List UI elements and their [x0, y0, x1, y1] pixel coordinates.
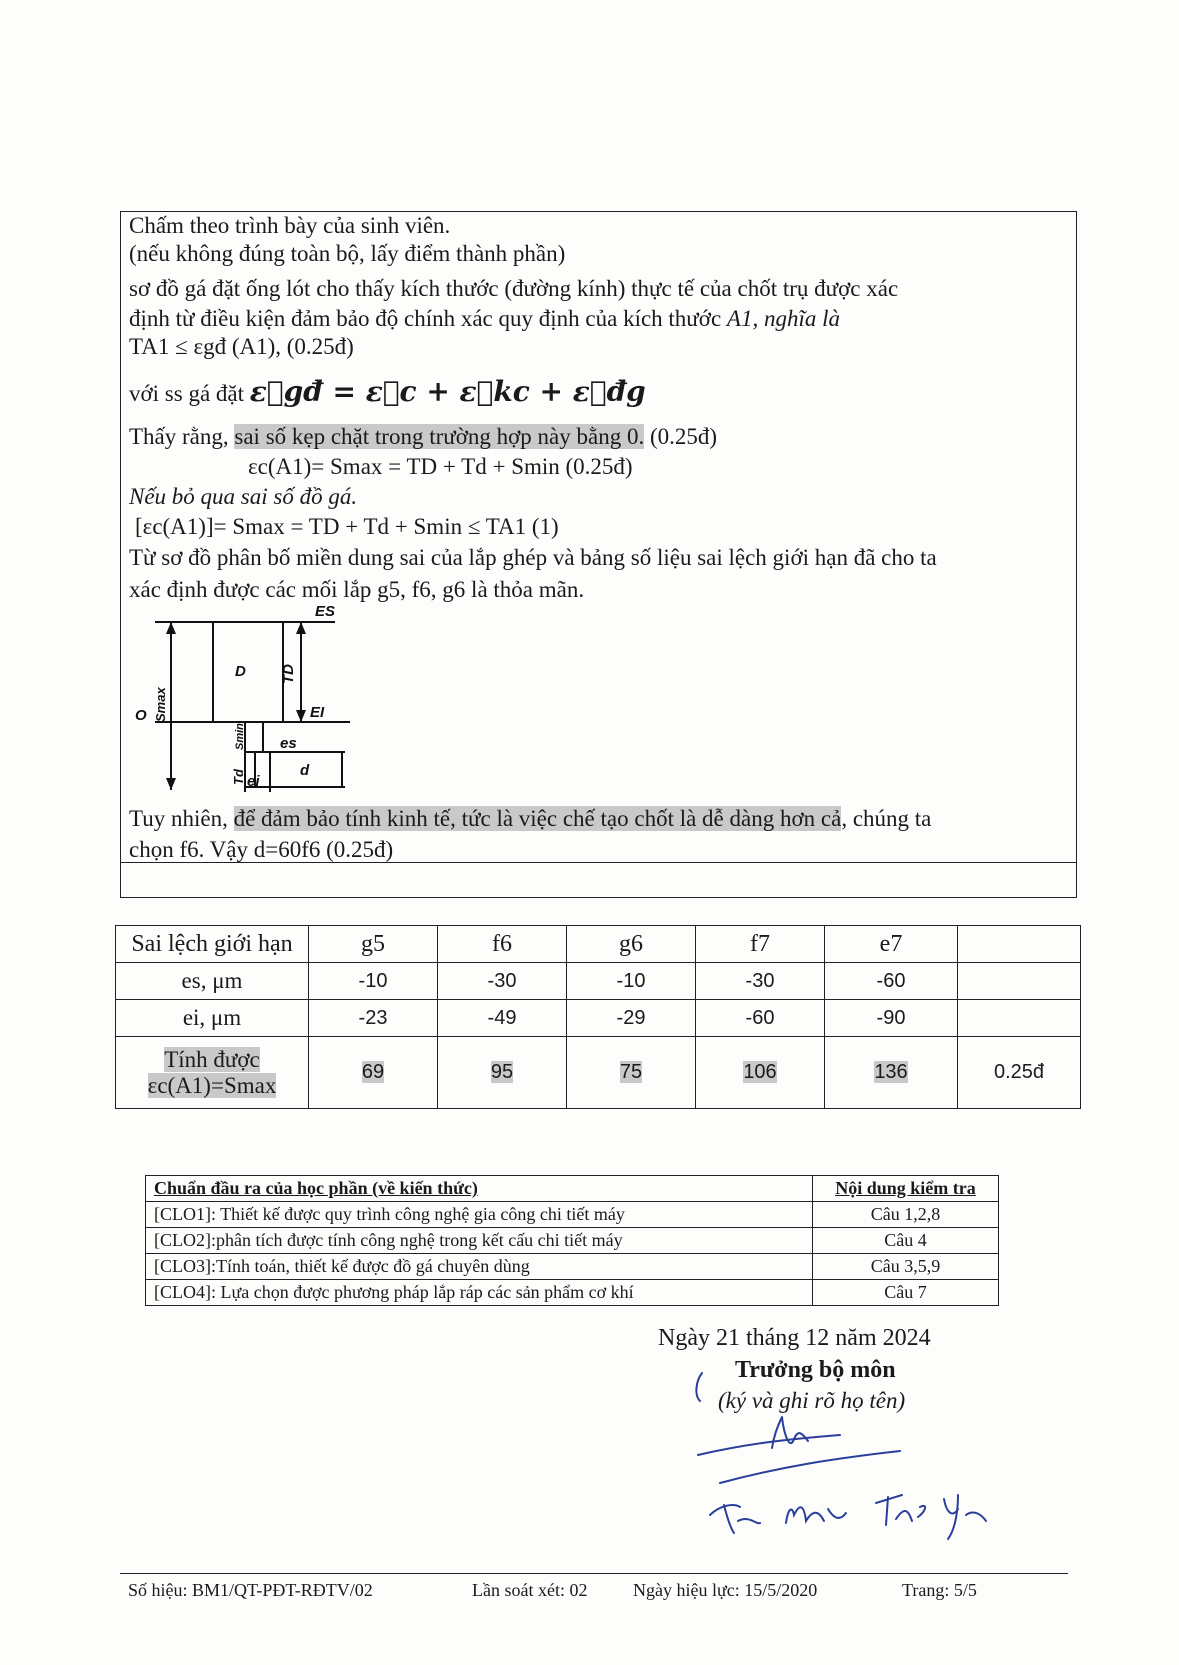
calc-value: 106	[743, 1061, 777, 1083]
table-cell	[696, 1037, 825, 1109]
table-row	[146, 1228, 999, 1254]
table-cell	[958, 1000, 1081, 1037]
signature-note: (ký và ghi rõ họ tên)	[718, 1388, 906, 1413]
table-cell: Chuẩn đầu ra của học phần (về kiến thức)	[146, 1176, 813, 1202]
answer-line-10: [εc(A1)]= Smax = TD + Td + Smin ≤ TA1 (1)	[135, 514, 559, 539]
table-cell: -30	[696, 963, 825, 1000]
answer-line-14: chọn f6. Vậy d=60f6 (0.25đ)	[129, 837, 394, 862]
label-ei: ei	[247, 773, 260, 790]
footer-revision: Lần soát xét: 02	[472, 1580, 588, 1600]
calc-value: 95	[490, 1061, 514, 1083]
label-TD: TD	[280, 664, 297, 684]
answer-line-3: sơ đồ gá đặt ống lót cho thấy kích thước (đường kính) thực tế của chốt trụ được xác	[129, 276, 899, 301]
table-cell: f7	[696, 926, 825, 963]
answer-line-1: Chấm theo trình bày của sinh viên.	[129, 213, 451, 238]
footer-rule	[120, 1573, 1068, 1574]
table-cell: [CLO1]: Thiết kế được quy trình công nghệ gia công chi tiết máy	[146, 1202, 813, 1228]
answer-line-7	[129, 423, 717, 451]
table-row	[146, 1254, 999, 1280]
label-Td: Td	[231, 769, 246, 785]
handwritten-signature	[690, 1355, 1000, 1545]
hole-zone-rect	[213, 622, 283, 722]
line13-c: , chúng ta	[841, 806, 932, 831]
table-cell: [CLO4]: Lựa chọn được phương pháp lắp ráp các sản phẩm cơ khí	[146, 1280, 813, 1306]
clo-table	[145, 1175, 999, 1306]
table-cell: [CLO2]:phân tích được tính công nghệ trong kết cấu chi tiết máy	[146, 1228, 813, 1254]
label-O: O	[135, 707, 147, 724]
calc-value: 69	[361, 1061, 385, 1083]
calc-label-1: Tính được	[164, 1046, 260, 1072]
table-cell: Câu 3,5,9	[813, 1254, 999, 1280]
table-cell: [CLO3]:Tính toán, thiết kế được đồ gá chuyên dùng	[146, 1254, 813, 1280]
table-cell: -10	[309, 963, 438, 1000]
line7-c: (0.25đ)	[644, 424, 718, 449]
answer-line-5: TA1 ≤ εgđ (A1), (0.25đ)	[129, 334, 354, 359]
answer-line-9: Nếu bỏ qua sai số đồ gá.	[129, 484, 358, 509]
signature-role: Trưởng bộ môn	[735, 1357, 896, 1383]
label-Smin: Smin	[234, 723, 246, 750]
label-Smax: Smax	[153, 687, 168, 722]
label-EI: EI	[310, 704, 325, 721]
answer-line-4-italic: A1, nghĩa là	[726, 306, 840, 331]
line7-a: Thấy rằng,	[129, 424, 235, 449]
table-cell	[958, 963, 1081, 1000]
table-cell: -90	[825, 1000, 958, 1037]
table-cell: g6	[567, 926, 696, 963]
table-cell: -10	[567, 963, 696, 1000]
table-row	[146, 1202, 999, 1228]
answer-line-11: Từ sơ đồ phân bố miền dung sai của lắp ghép và bảng số liệu sai lệch giới hạn đã cho ta	[129, 545, 937, 570]
table-cell: Câu 4	[813, 1228, 999, 1254]
table-row	[116, 963, 1081, 1000]
table-cell: -60	[825, 963, 958, 1000]
table-cell: -30	[438, 963, 567, 1000]
table-cell: f6	[438, 926, 567, 963]
label-d: d	[300, 762, 310, 779]
table-cell: Câu 7	[813, 1280, 999, 1306]
answer-line-12: xác định được các mối lắp g5, f6, g6 là thỏa mãn.	[129, 577, 585, 602]
label-ES: ES	[315, 603, 336, 620]
table-cell: ei, μm	[116, 1000, 309, 1037]
table-cell	[825, 1037, 958, 1109]
calc-value: 136	[874, 1061, 908, 1083]
table-cell	[309, 1037, 438, 1109]
footer-page: Trang: 5/5	[902, 1580, 977, 1600]
label-es: es	[280, 735, 297, 752]
answer-line-6	[129, 375, 646, 408]
label-D: D	[235, 663, 246, 680]
table-cell: -23	[309, 1000, 438, 1037]
calc-value: 75	[619, 1061, 643, 1083]
table-row	[116, 926, 1081, 963]
table-row	[146, 1280, 999, 1306]
answer-line-2: (nếu không đúng toàn bộ, lấy điểm thành phần)	[129, 241, 566, 266]
calc-label-2: εc(A1)=Smax	[147, 1072, 277, 1098]
footer-code: Số hiệu: BM1/QT-PĐT-RĐTV/02	[128, 1580, 373, 1600]
line13-highlight: để đảm bảo tính kinh tế, tức là việc chế tạo chốt là dễ dàng hơn cả	[233, 806, 842, 831]
error-formula: ε⃗gđ = ε⃗c + ε⃗kc + ε⃗đg	[249, 375, 646, 408]
table-cell: -49	[438, 1000, 567, 1037]
footer-effective-date: Ngày hiệu lực: 15/5/2020	[633, 1580, 818, 1600]
table-row	[116, 1000, 1081, 1037]
table-cell: Sai lệch giới hạn	[116, 926, 309, 963]
table-row	[146, 1176, 999, 1202]
table-cell: g5	[309, 926, 438, 963]
table-cell: es, μm	[116, 963, 309, 1000]
table-cell: 0.25đ	[958, 1037, 1081, 1109]
table-cell	[116, 1037, 309, 1109]
table-cell	[567, 1037, 696, 1109]
answer-line-4-text: định từ điều kiện đảm bảo độ chính xác quy định của kích thước	[129, 306, 727, 331]
line7-highlight: sai số kẹp chặt trong trường hợp này bằng 0.	[234, 424, 645, 449]
signature-date: Ngày 21 tháng 12 năm 2024	[658, 1325, 931, 1351]
tolerance-zone-diagram	[135, 600, 400, 815]
line13-a: Tuy nhiên,	[129, 806, 234, 831]
table-cell: Nội dung kiểm tra	[813, 1176, 999, 1202]
table-cell: -60	[696, 1000, 825, 1037]
limit-deviation-table	[115, 925, 1081, 1109]
answer-line-4	[129, 305, 840, 333]
table-cell: -29	[567, 1000, 696, 1037]
table-cell	[958, 926, 1081, 963]
formula-prefix: với ss gá đặt	[129, 381, 245, 406]
table-cell	[438, 1037, 567, 1109]
table-cell: e7	[825, 926, 958, 963]
table-row	[116, 1037, 1081, 1109]
answer-line-8: εc(A1)= Smax = TD + Td + Smin (0.25đ)	[248, 454, 633, 479]
table-cell: Câu 1,2,8	[813, 1202, 999, 1228]
